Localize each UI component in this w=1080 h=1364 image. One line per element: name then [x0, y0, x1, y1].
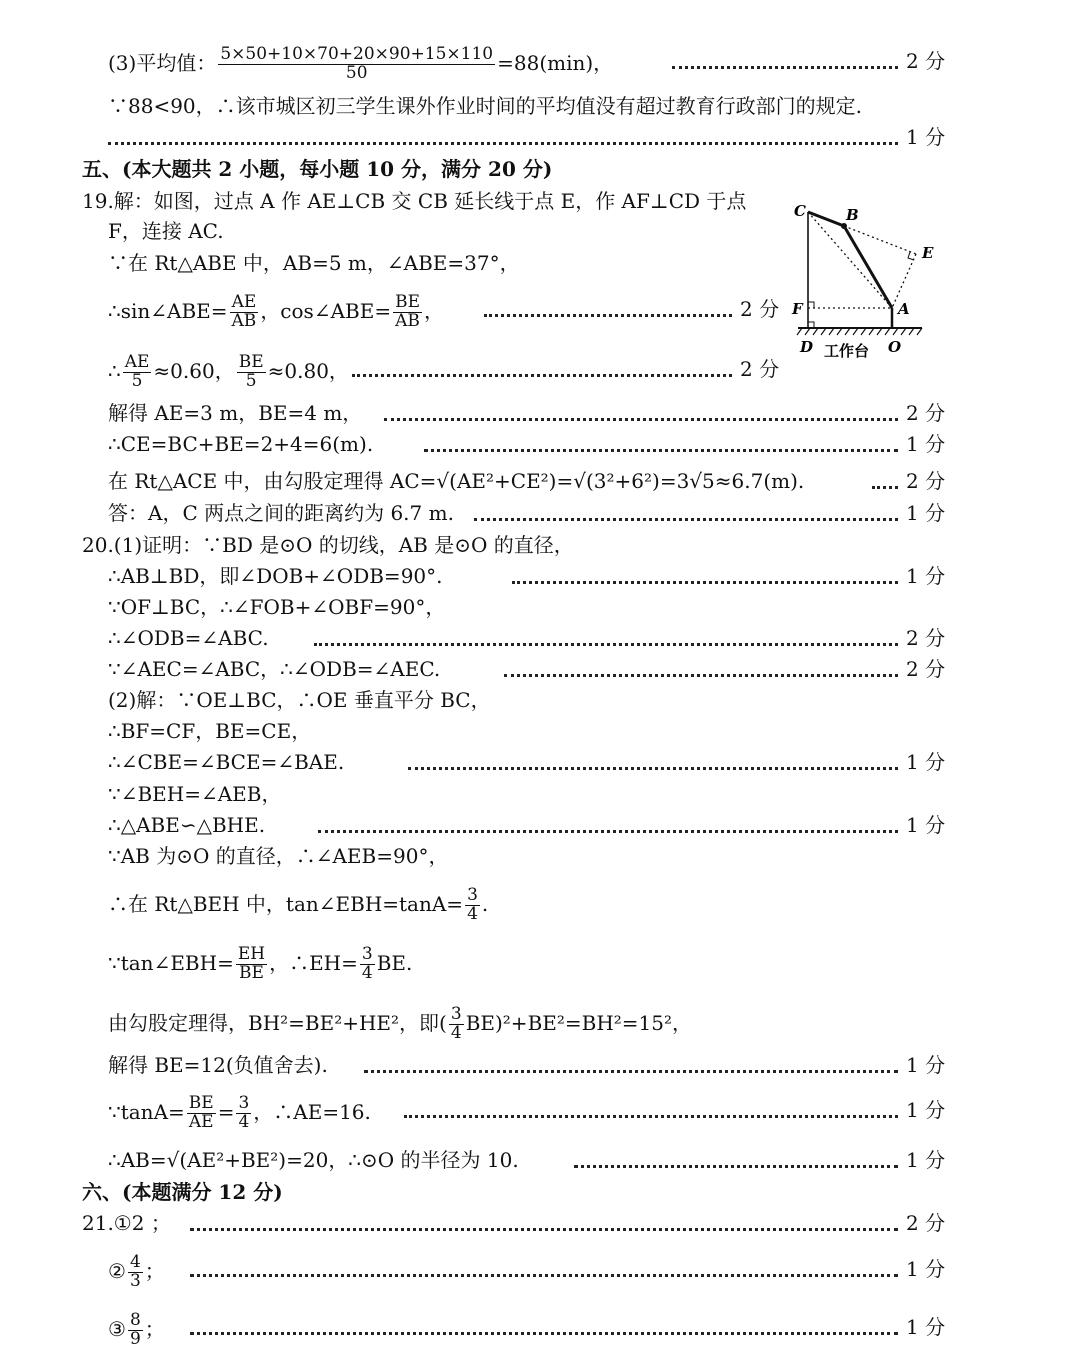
- text-segment: =: [217, 1099, 235, 1124]
- text-segment: 解得 BE=12(负值舍去).: [108, 1053, 328, 1077]
- text-segment: ∴CE=BC+BE=2+4=6(m).: [108, 432, 374, 456]
- score-label: 1 分: [906, 564, 946, 588]
- label-B: B: [846, 206, 859, 224]
- answer-line: [0, 944, 1080, 983]
- dot-leader: [108, 122, 898, 145]
- score-label: 1 分: [906, 1053, 946, 1077]
- dot-leader: [190, 1254, 898, 1277]
- fraction: [237, 354, 266, 391]
- score-label: 1 分: [906, 125, 946, 149]
- label-E: E: [922, 244, 934, 262]
- text-segment: 在 Rt△ACE 中，由勾股定理得 AC=√(AE²+CE²)=√(3²+6²)=3√5≈6.7(m).: [108, 469, 805, 493]
- text-segment: ∴BF=CF，BE=CE，: [108, 719, 312, 743]
- fraction-numerator: AE: [230, 294, 259, 313]
- text-segment: ∴AB⊥BD，即∠DOB+∠ODB=90°.: [108, 564, 443, 588]
- fraction: [123, 354, 152, 391]
- dot-leader: [484, 294, 732, 317]
- answer-line: [0, 398, 1080, 428]
- dot-leader: [504, 654, 898, 677]
- text-segment: ②: [108, 1258, 126, 1283]
- line-text: [108, 294, 444, 331]
- text-segment: 六、(本题满分 12 分): [82, 1180, 283, 1204]
- score-label: 1 分: [906, 432, 946, 456]
- fraction-numerator: 5×50+10×70+20×90+15×110: [220, 44, 494, 64]
- fraction: [218, 46, 495, 83]
- label-D: D: [800, 338, 814, 356]
- answer-line: [0, 841, 1080, 871]
- line-text: [108, 1095, 371, 1132]
- score-label: 2 分: [906, 469, 946, 493]
- fraction-denominator: 4: [238, 1111, 250, 1132]
- answer-line: [0, 1145, 1080, 1175]
- line-text: [108, 398, 362, 428]
- fraction-denominator: 4: [450, 1022, 462, 1043]
- text-segment: ∴在 Rt△BEH 中，tan∠EBH=tanA=: [108, 891, 464, 916]
- text-segment: 五、(本大题共 2 小题，每小题 10 分，满分 20 分): [82, 157, 553, 181]
- text-segment: ；: [144, 1316, 165, 1341]
- answer-line: [0, 885, 1080, 924]
- text-segment: ∴△ABE∽△BHE.: [108, 813, 266, 837]
- text-segment: ∵∠AEC=∠ABC，∴∠ODB=∠AEC.: [108, 657, 441, 681]
- score-label: 1 分: [906, 1098, 946, 1122]
- line-text: [108, 1254, 165, 1291]
- text-segment: F，连接 AC.: [108, 219, 224, 243]
- line-text: [82, 154, 552, 184]
- fraction-denominator: 5: [131, 370, 143, 391]
- fraction-denominator: 4: [467, 903, 478, 924]
- dot-leader: [384, 398, 898, 421]
- fraction: [230, 294, 259, 331]
- line-text: [108, 91, 862, 121]
- fraction: [360, 946, 375, 983]
- fraction-numerator: BE: [188, 1093, 214, 1113]
- label-F: F: [792, 300, 803, 318]
- dot-leader: [408, 747, 898, 770]
- answer-line: [0, 429, 1080, 459]
- text-segment: 21.①2 ；: [82, 1211, 171, 1235]
- text-segment: ∵在 Rt△ABE 中，AB=5 m，∠ABE=37°，: [108, 251, 520, 275]
- text-segment: ∴AB=√(AE²+BE²)=20，∴⊙O 的半径为 10.: [108, 1148, 519, 1172]
- answer-line: [0, 498, 1080, 528]
- answer-line: [0, 1310, 1080, 1349]
- text-segment: ≈0.60，: [153, 358, 235, 383]
- answer-line: [0, 1050, 1080, 1080]
- dot-leader: [318, 810, 898, 833]
- answer-line: [0, 561, 1080, 591]
- text-segment: ，∴AE=16.: [253, 1099, 371, 1124]
- dot-leader: [314, 623, 898, 646]
- segment-BA: [844, 226, 892, 308]
- fraction: [465, 887, 480, 924]
- answer-line: [0, 623, 1080, 653]
- dot-leader: [574, 1145, 898, 1168]
- label-A: A: [898, 300, 910, 318]
- fraction-numerator: 3: [238, 1093, 250, 1113]
- fraction: [128, 1254, 143, 1291]
- fraction-numerator: 3: [361, 944, 373, 964]
- answer-line: [0, 685, 1080, 715]
- line-text: [82, 530, 574, 560]
- fraction: [393, 294, 422, 331]
- fraction: [128, 1312, 143, 1349]
- answer-line: [0, 654, 1080, 684]
- score-label: 2 分: [906, 1211, 946, 1235]
- fraction-numerator: 3: [450, 1004, 462, 1024]
- line-text: [108, 248, 520, 278]
- answer-line: [0, 1004, 1080, 1043]
- text-segment: 由勾股定理得，BH²=BE²+HE²，即(: [108, 1010, 447, 1035]
- right-angle-F: [808, 302, 814, 308]
- text-segment: ，∴EH=: [269, 950, 358, 975]
- dot-leader: [352, 354, 732, 377]
- answer-line: [0, 122, 1080, 152]
- answer-line: [0, 716, 1080, 746]
- text-segment: BE.: [376, 950, 413, 975]
- line-text: [108, 841, 448, 871]
- text-segment: ∵tan∠EBH=: [108, 950, 234, 975]
- fraction-numerator: AE: [124, 352, 150, 372]
- score-label: 2 分: [906, 401, 946, 425]
- text-segment: ；: [144, 1258, 165, 1283]
- text-segment: ∴∠ODB=∠ABC.: [108, 626, 269, 650]
- figure-19-diagram: [784, 194, 944, 364]
- fraction-denominator: 3: [129, 1270, 141, 1291]
- text-segment: 解得 AE=3 m，BE=4 m，: [108, 401, 363, 425]
- answer-line: [0, 466, 1080, 496]
- label-O: O: [888, 338, 902, 356]
- line-text: [82, 1177, 283, 1207]
- fraction-denominator: AB: [395, 310, 420, 331]
- fraction-denominator: BE: [239, 962, 264, 983]
- line-text: [108, 216, 224, 246]
- answer-line: [0, 1252, 1080, 1291]
- text-segment: ≈0.80，: [267, 358, 349, 383]
- line-text: [108, 623, 269, 653]
- text-segment: 答：A，C 两点之间的距离约为 6.7 m.: [108, 501, 454, 525]
- line-text: [108, 46, 613, 83]
- line-text: [108, 685, 491, 715]
- text-segment: ∵tanA=: [108, 1099, 185, 1124]
- fraction: [449, 1006, 464, 1043]
- ground-hatching: [797, 328, 922, 335]
- fraction: [236, 1095, 251, 1132]
- text-segment: ∵AB 为⊙O 的直径，∴∠AEB=90°，: [108, 844, 449, 868]
- fraction-denominator: 9: [129, 1328, 141, 1349]
- text-segment: 20.(1)证明：∵BD 是⊙O 的切线，AB 是⊙O 的直径，: [82, 533, 574, 557]
- label-C: C: [794, 202, 806, 220]
- line-text: [108, 1006, 692, 1043]
- fraction-denominator: 5: [245, 370, 257, 391]
- dot-leader: [672, 46, 898, 69]
- line-text: [108, 1312, 165, 1349]
- line-text: [108, 1050, 328, 1080]
- text-segment: (3)平均值：: [108, 50, 217, 75]
- answer-line: [0, 747, 1080, 777]
- fraction-numerator: BE: [238, 352, 264, 372]
- line-text: [108, 779, 281, 809]
- text-segment: ③: [108, 1316, 126, 1341]
- score-label: 1 分: [906, 1315, 946, 1339]
- score-label: 2 分: [906, 657, 946, 681]
- answer-line: [0, 91, 1080, 121]
- text-segment: 19.解：如图，过点 A 作 AE⊥CB 交 CB 延长线于点 E，作 AF⊥CD 于点: [82, 189, 747, 213]
- score-label: 1 分: [906, 750, 946, 774]
- line-text: [108, 429, 373, 459]
- line-text: [108, 946, 412, 983]
- answer-line: [0, 44, 1080, 83]
- text-segment: ∵OF⊥BC，∴∠FOB+∠OBF=90°，: [108, 595, 446, 619]
- line-text: [108, 654, 440, 684]
- right-angle-E: [908, 252, 914, 260]
- line-text: [82, 1208, 171, 1238]
- answer-line: [0, 1177, 1080, 1207]
- score-label: 2 分: [906, 626, 946, 650]
- text-segment: ∴: [108, 358, 121, 383]
- fraction-numerator: BE: [395, 292, 420, 312]
- score-label: 1 分: [906, 813, 946, 837]
- dot-leader: [404, 1095, 898, 1118]
- fraction-denominator: AE: [188, 1111, 214, 1132]
- text-segment: ，cos∠ABE=: [260, 298, 392, 323]
- fraction-numerator: 3: [467, 885, 478, 905]
- dot-leader: [474, 498, 898, 521]
- fraction-denominator: AB: [231, 310, 257, 331]
- score-label: 2 分: [740, 297, 780, 321]
- score-label: 1 分: [906, 1257, 946, 1281]
- text-segment: =88(min)，: [497, 50, 614, 75]
- text-segment: ∵88<90，∴该市城区初三学生课外作业时间的平均值没有超过教育行政部门的规定.: [108, 94, 863, 118]
- dot-leader: [424, 429, 898, 452]
- line-text: [108, 561, 443, 591]
- score-label: 2 分: [740, 357, 780, 381]
- dot-leader: [872, 466, 898, 489]
- fraction-numerator: 8: [129, 1310, 141, 1330]
- text-segment: ∵∠BEH=∠AEB，: [108, 782, 282, 806]
- answer-line: [0, 810, 1080, 840]
- answer-line: [0, 154, 1080, 184]
- text-segment: .: [481, 891, 489, 916]
- dot-leader: [190, 1208, 898, 1231]
- answer-line: [0, 530, 1080, 560]
- line-text: [108, 354, 349, 391]
- line-text: [108, 716, 311, 746]
- line-text: [108, 466, 804, 496]
- fraction: [187, 1095, 216, 1132]
- answer-line: [0, 592, 1080, 622]
- line-text: [108, 887, 488, 924]
- text-segment: ∴sin∠ABE=: [108, 298, 228, 323]
- answer-line: [0, 1093, 1080, 1132]
- line-text: [108, 1145, 519, 1175]
- label-table: 工作台: [824, 342, 870, 360]
- line-text: [108, 810, 265, 840]
- fraction-numerator: 4: [129, 1252, 141, 1272]
- answer-line: [0, 1208, 1080, 1238]
- fraction-denominator: 50: [345, 62, 368, 83]
- answer-line: [0, 779, 1080, 809]
- dot-leader: [512, 561, 898, 584]
- line-text: [108, 592, 445, 622]
- score-label: 1 分: [906, 501, 946, 525]
- fraction-numerator: EH: [237, 944, 266, 964]
- text-segment: (2)解：∵OE⊥BC，∴OE 垂直平分 BC，: [108, 688, 491, 712]
- dot-leader: [364, 1050, 898, 1073]
- text-segment: ，: [423, 298, 444, 323]
- dot-leader: [190, 1312, 898, 1335]
- score-label: 1 分: [906, 1148, 946, 1172]
- line-text: [108, 747, 344, 777]
- segment-CB: [808, 212, 844, 226]
- score-label: 2 分: [906, 49, 946, 73]
- text-segment: BE)²+BE²=BH²=15²，: [465, 1010, 693, 1035]
- text-segment: ∴∠CBE=∠BCE=∠BAE.: [108, 750, 345, 774]
- line-text: [82, 186, 746, 216]
- line-text: [108, 498, 454, 528]
- fraction: [236, 946, 267, 983]
- fraction-denominator: 4: [361, 962, 373, 983]
- construction-lines: [808, 212, 916, 308]
